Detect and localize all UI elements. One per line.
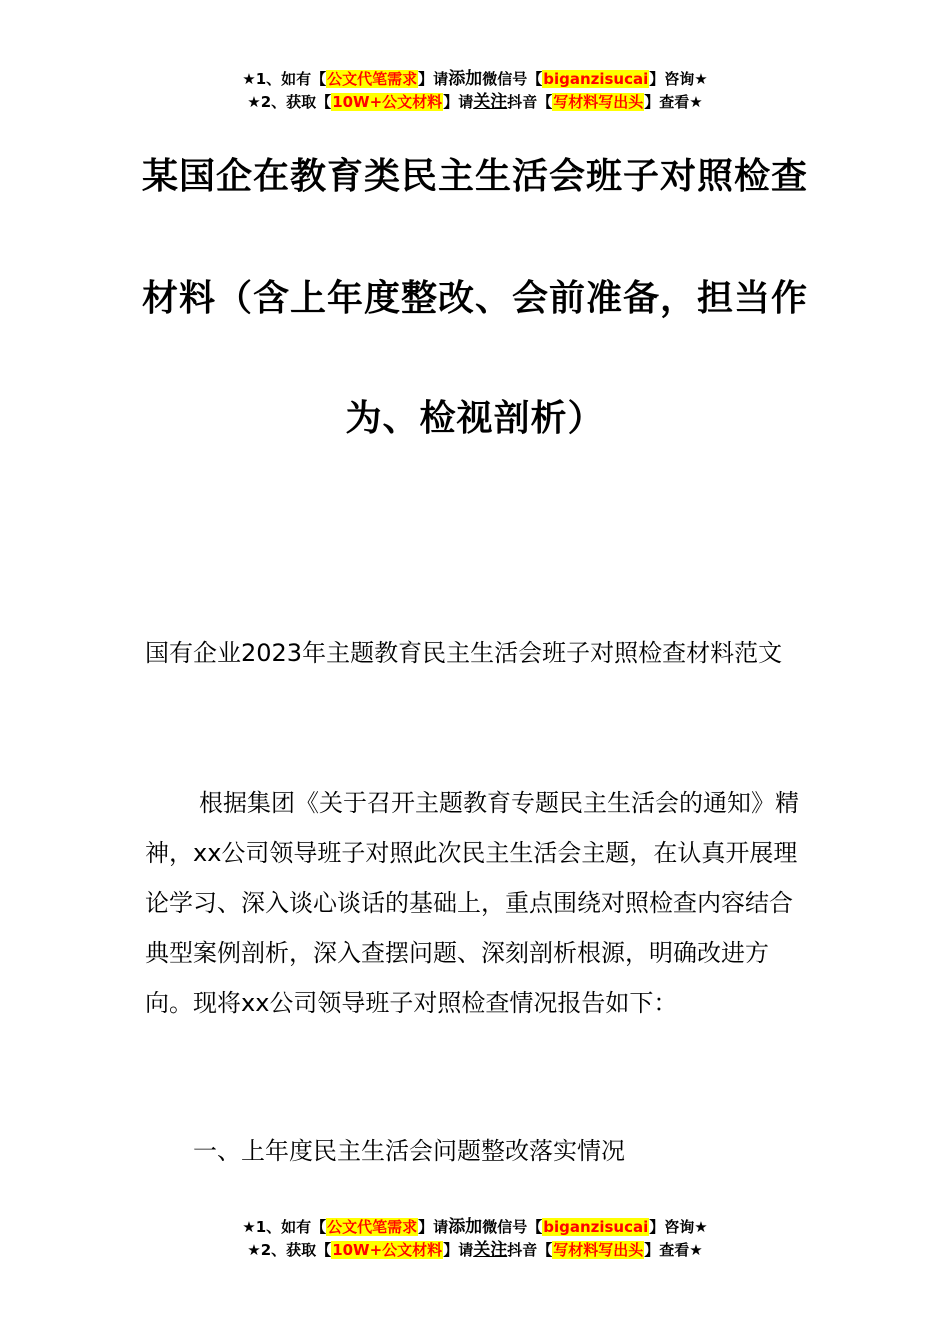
intro-paragraph: 根据集团《关于召开主题教育专题民主生活会的通知》精神，xx公司领导班子对照此次民主生活会主题，在认真开展理论学习、深入谈心谈话的基础上，重点围绕对照检查内容结合典型案例剖析，深入查摆问题、深刻剖析根源，明确改进方向。现将xx公司领导班子对照检查情况报告如下： bbox=[145, 789, 799, 1017]
promo-douyin-id: 写材料写出头 bbox=[553, 1241, 644, 1259]
promo-wechat-id: biganzisucai bbox=[543, 1218, 649, 1236]
document-subtitle: 国有企业2023年主题教育民主生活会班子对照检查材料范文 bbox=[145, 639, 783, 667]
section-heading: 一、上年度民主生活会问题整改落实情况 bbox=[193, 1137, 625, 1165]
promo-line-2: ★2、获取【10W+公文材料】请关注抖音【写材料写出头】查看★ bbox=[247, 92, 703, 112]
promo-highlight: 公文代笔需求 bbox=[327, 70, 418, 88]
promo-header bbox=[0, 68, 950, 114]
promo-highlight: 10W+公文材料 bbox=[332, 1241, 443, 1259]
promo-line-2: ★2、获取【10W+公文材料】请关注抖音【写材料写出头】查看★ bbox=[247, 1240, 703, 1260]
promo-line-1: ★1、如有【公文代笔需求】请添加微信号【biganzisucai】咨询★ bbox=[242, 1217, 708, 1237]
document-title-line-3: 为、检视剖析） bbox=[345, 398, 605, 439]
promo-wechat-id: biganzisucai bbox=[543, 70, 649, 88]
promo-footer bbox=[0, 1216, 950, 1262]
document-title-line-1: 某国企在教育类民主生活会班子对照检查 bbox=[141, 156, 808, 197]
document-title-line-2: 材料（含上年度整改、会前准备，担当作 bbox=[141, 278, 808, 319]
promo-line-1: ★1、如有【公文代笔需求】请添加微信号【biganzisucai】咨询★ bbox=[242, 69, 708, 89]
promo-douyin-id: 写材料写出头 bbox=[553, 93, 644, 111]
promo-highlight: 10W+公文材料 bbox=[332, 93, 443, 111]
promo-highlight: 公文代笔需求 bbox=[327, 1218, 418, 1236]
